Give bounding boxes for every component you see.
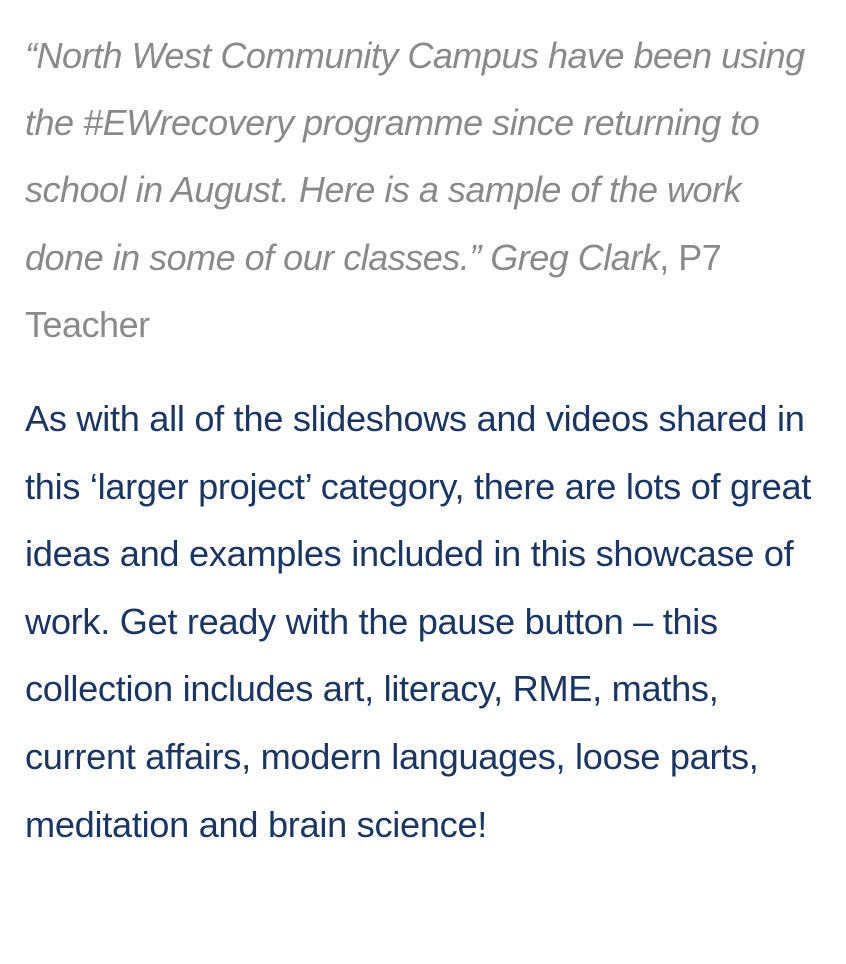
description-paragraph: As with all of the slideshows and videos shared in this ‘larger project’ category, there are lots of great ideas and examples included in this showcase of work. Get ready with the pause button – this collection includes art, literacy, RME, maths, current affairs, modern languages, loose parts, meditation and brain science! [25,398,812,845]
article-content [25,22,825,858]
testimonial-quote [25,22,825,358]
quote-text: “North West Community Campus have been using the #EWrecovery programme since returning to school in August. Here is a sample of the work done in some of our classes.” Greg Clark [25,35,805,278]
quote-attribution: , P7 Teacher [25,236,722,345]
